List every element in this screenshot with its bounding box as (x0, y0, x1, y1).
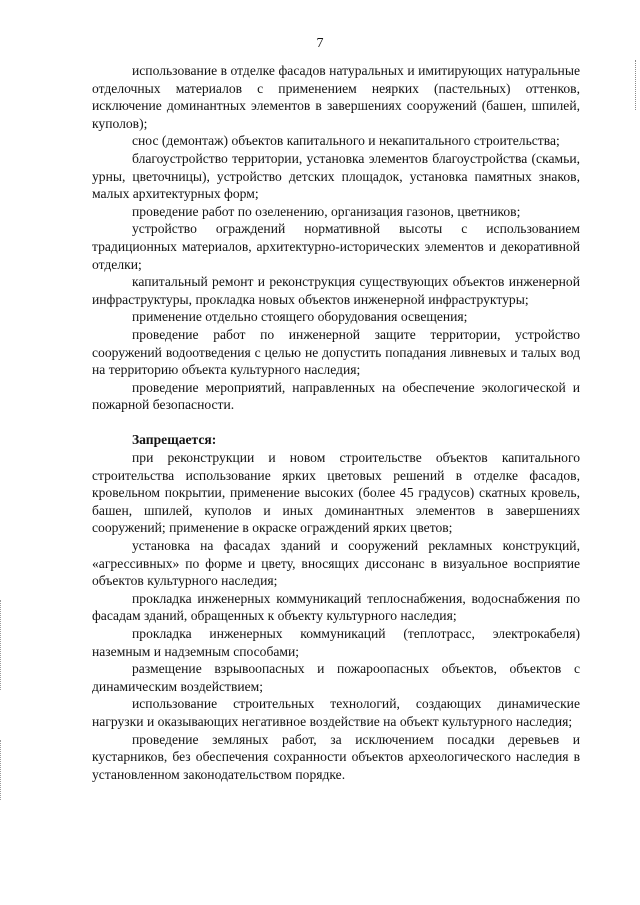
prohibited-item: прокладка инженерных коммуникаций (теплотрасс, электрокабеля) наземным и надземным способами; (92, 626, 580, 659)
permitted-item: проведение работ по инженерной защите территории, устройство сооружений водоотведения с целью не допустить попадания ливневых и талых вод на территорию объекта культурного наследия; (92, 326, 580, 378)
prohibited-heading: Запрещается: (132, 432, 217, 448)
prohibited-item: проведение земляных работ, за исключением посадки деревьев и кустарников, без обеспечения сохранности объектов археологического наследия в установленном законодательством порядке. (92, 731, 580, 782)
prohibited-item: размещение взрывоопасных и пожароопасных объектов, объектов с динамическим воздействием; (92, 661, 580, 694)
permitted-item: капитальный ремонт и реконструкция существующих объектов инженерной инфраструктуры, прокладка новых объектов инженерной инфраструктуры; (92, 274, 580, 307)
permitted-item: устройство ограждений нормативной высоты с использованием традиционных материалов, архитектурно-исторических элементов и декоративной отделки; (92, 221, 580, 272)
permitted-item: снос (демонтаж) объектов капитального и некапитального строительства; (132, 133, 560, 149)
scan-binding-mark (0, 600, 4, 690)
permitted-item: проведение мероприятий, направленных на обеспечение экологической и пожарной безопасности. (92, 379, 580, 413)
permitted-item: применение отдельно стоящего оборудования освещения; (132, 309, 468, 325)
page-number: 7 (316, 36, 324, 51)
scan-edge-mark (635, 60, 638, 110)
permitted-item: благоустройство территории, установка элементов благоустройства (скамьи, урны, цветочницы), устройство детских площадок, установка памятных знаков, малых архитектурных форм; (92, 150, 580, 202)
prohibited-item: использование строительных технологий, создающих динамические нагрузки и оказывающих негативное воздействие на объект культурного наследия; (92, 696, 580, 729)
document-body (92, 62, 580, 783)
permitted-item: использование в отделке фасадов натуральных и имитирующих натуральные отделочных материалов с применением неярких (пастельных) оттенков, исключение доминантных элементов в завершениях сооружений (башен, шпилей, куполов); (92, 63, 580, 131)
prohibited-item: при реконструкции и новом строительстве объектов капитального строительства использование ярких цветовых решений в отделке фасадов, кровельном покрытии, применение высоких (более 45 градусов) скатных кровель, башен, шпилей, куполов и иных доминантных элементов в завершениях сооружений; применение в окраске ограждений ярких цветов; (92, 450, 580, 536)
prohibited-item: прокладка инженерных коммуникаций теплоснабжения, водоснабжения по фасадам зданий, обращенных к объекту культурного наследия; (92, 590, 580, 624)
scan-binding-mark (0, 740, 4, 800)
permitted-item: проведение работ по озеленению, организация газонов, цветников; (132, 203, 521, 219)
prohibited-item: установка на фасадах зданий и сооружений рекламных конструкций, «агрессивных» по форме и цвету, вносящих диссонанс в визуальное восприятие объектов культурного наследия; (92, 538, 580, 589)
